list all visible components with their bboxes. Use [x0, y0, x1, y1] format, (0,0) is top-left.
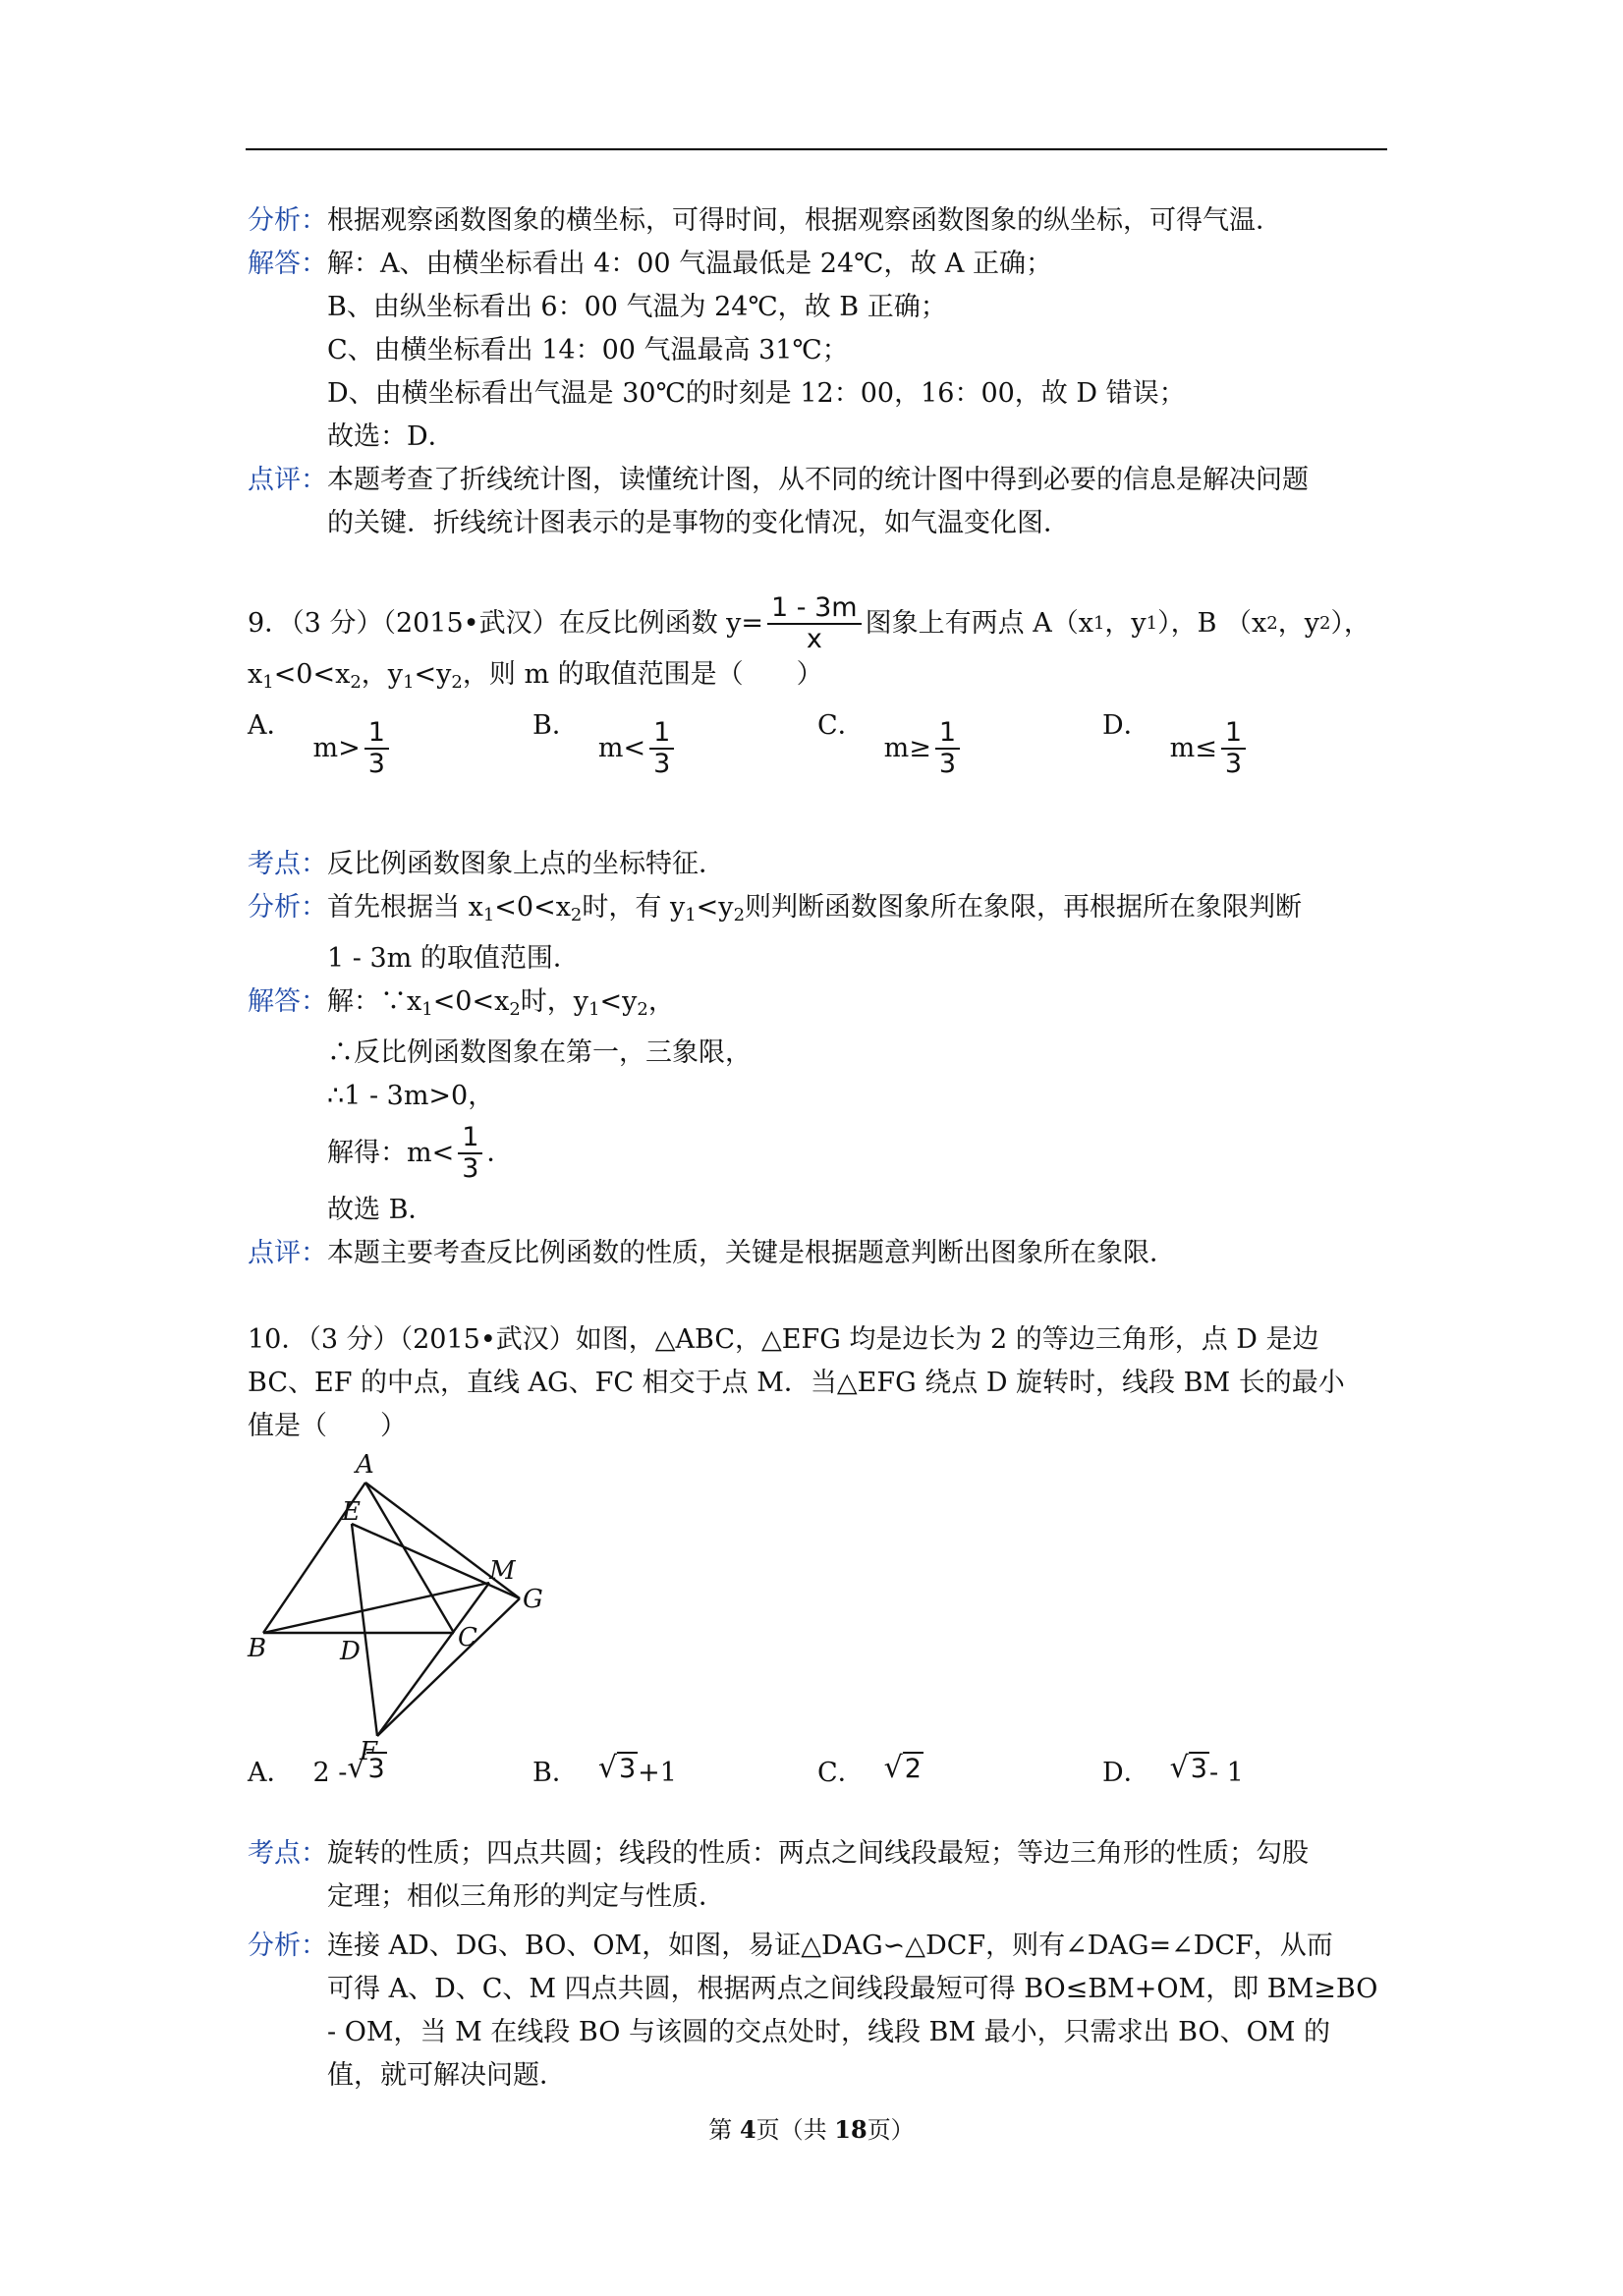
q9-choice-a[interactable]	[248, 704, 393, 779]
q10-analysis-cont: - OM，当 M 在线段 BO 与该圆的交点处时，线段 BM 最小，只需求出 BO、OM 的	[327, 2017, 1331, 2047]
point-d-label: D	[340, 1637, 361, 1666]
subscript: 1	[1146, 613, 1158, 634]
q9-stem-line2	[248, 653, 1387, 704]
q9-stem-text: <y	[414, 659, 452, 690]
q9-sol-text: <y	[599, 986, 638, 1017]
q10-choice-a[interactable]	[248, 1752, 387, 1795]
segment-fm	[377, 1583, 489, 1736]
point-b-label: B	[248, 1634, 267, 1663]
subscript: 1	[685, 905, 697, 925]
q9-analysis-text: <0<x	[494, 892, 571, 923]
q10-stem: 值是（ ）	[248, 1411, 407, 1441]
choice-suffix: - 1	[1208, 1758, 1244, 1788]
q9-sol-text: ．	[486, 1138, 514, 1168]
comment-label: 点评：	[248, 1238, 327, 1268]
q8-sol-line: B、由纵坐标看出 6：00 气温为 24℃，故 B 正确；	[327, 292, 947, 322]
point-g-label: G	[523, 1585, 543, 1614]
fraction-denominator: 3	[653, 749, 671, 779]
keypoint-label: 考点：	[248, 849, 327, 879]
point-f-label: F	[360, 1737, 378, 1764]
header-rule	[246, 148, 1387, 150]
q9-analysis-cont: 1 - 3m 的取值范围．	[327, 943, 580, 974]
q10-explanation	[248, 1832, 1387, 2098]
footer-text: 第	[708, 2116, 740, 2144]
subscript: 1	[403, 672, 415, 693]
choice-letter: B．	[532, 710, 579, 741]
q9-stem-text: ，y	[361, 659, 404, 690]
choice-prefix: m≥	[883, 733, 931, 763]
subscript: 2	[637, 999, 648, 1020]
choice-letter: A．	[248, 1758, 294, 1788]
q9-stem-text: x	[248, 659, 263, 690]
fraction-numerator: 1	[364, 718, 389, 750]
q9-analysis-text: 首先根据当 x	[327, 892, 483, 923]
q9-stem	[248, 594, 1387, 653]
q9-stem-text: 9．（3 分）（2015•武汉）在反比例函数 y=	[248, 608, 764, 639]
solution-label: 解答：	[248, 249, 327, 279]
segment-ac	[365, 1483, 454, 1633]
segment-fg	[377, 1598, 520, 1736]
radicand: 3	[618, 1754, 637, 1784]
q9-sol-line	[248, 1118, 1387, 1189]
fraction-numerator: 1	[649, 718, 674, 750]
solution-label: 解答：	[248, 986, 327, 1017]
analysis-label: 分析：	[248, 892, 327, 923]
analysis-label: 分析：	[248, 205, 327, 236]
q9-choices	[248, 704, 1387, 793]
q9-analysis-text: <y	[696, 892, 734, 923]
q10-analysis-cont: 可得 A、D、C、M 四点共圆，根据两点之间线段最短可得 BO≤BM+OM，即 BM≥BO	[327, 1974, 1378, 2004]
subscript: 1	[421, 999, 433, 1020]
subscript: 1	[588, 999, 600, 1020]
q10-analysis-cont: 值，就可解决问题．	[327, 2060, 566, 2091]
point-a-label: A	[356, 1450, 374, 1480]
footer-text: 页）	[867, 2116, 915, 2144]
fraction-numerator: 1	[935, 718, 960, 750]
q8-sol-line: 故选：D．	[327, 421, 455, 452]
q9-stem-text: ，y	[1104, 608, 1147, 639]
choice-suffix: +1	[638, 1758, 677, 1788]
choice-letter: A．	[248, 710, 294, 741]
q10-analysis: 连接 AD、DG、BO、OM，如图，易证△DAG∽△DCF，则有∠DAG=∠DCF，从而	[327, 1931, 1333, 1961]
q9-sol-text: <0<x	[432, 986, 510, 1017]
choice-prefix: m≤	[1169, 733, 1217, 763]
point-e-label: E	[342, 1497, 361, 1527]
q9-sol-text: 解得：m<	[327, 1138, 455, 1168]
q9-stem-text: ），B （x	[1157, 608, 1267, 639]
keypoint-label: 考点：	[248, 1838, 327, 1869]
fraction-denominator: 3	[938, 749, 957, 779]
q9-choice-b[interactable]	[532, 704, 678, 779]
subscript: 2	[1318, 613, 1331, 634]
sqrt-expression: √ 3	[347, 1751, 385, 1785]
point-m-label: M	[489, 1556, 516, 1586]
q9-explanation	[248, 843, 1387, 1275]
q9-stem-text: ，则 m 的取值范围是（ ）	[462, 659, 823, 690]
q9-function-fraction	[767, 593, 862, 654]
subscript: 2	[350, 672, 362, 693]
fraction-numerator: 1 - 3m	[767, 593, 862, 625]
q8-comment-cont: 的关键．折线统计图表示的是事物的变化情况，如气温变化图．	[327, 508, 1070, 538]
q9-stem-text: <0<x	[273, 659, 351, 690]
q10-keypoint-cont: 定理；相似三角形的判定与性质．	[327, 1881, 725, 1912]
fraction-denominator: 3	[462, 1153, 479, 1184]
subscript: 1	[262, 672, 274, 693]
radicand: 2	[904, 1754, 922, 1784]
q9-choice-d[interactable]	[1102, 704, 1250, 779]
q9-comment: 本题主要考查反比例函数的性质，关键是根据题意判断出图象所在象限．	[327, 1238, 1176, 1268]
subscript: 2	[570, 905, 583, 925]
sqrt-expression: √ 3	[597, 1751, 637, 1785]
fraction-denominator: x	[806, 624, 822, 654]
q9-stem-text: ，y	[1277, 608, 1319, 639]
q9-sol-line: ∴反比例函数图象在第一，三象限，	[327, 1037, 752, 1068]
page-footer	[0, 2110, 1623, 2145]
choice-letter: D．	[1102, 1758, 1150, 1788]
fraction-denominator: 3	[367, 749, 385, 779]
q10-stem: 10．（3 分）（2015•武汉）如图，△ABC，△EFG 均是边长为 2 的等边三角形，点 D 是边	[248, 1324, 1319, 1355]
q10-choice-d[interactable]	[1102, 1752, 1244, 1795]
segment-ef	[352, 1524, 377, 1736]
fraction-numerator: 1	[1221, 718, 1246, 750]
choice-prefix: m>	[312, 733, 361, 763]
total-pages: 18	[834, 2115, 867, 2144]
subscript: 2	[451, 672, 463, 693]
subscript: 1	[1092, 613, 1105, 634]
q8-sol-line: D、由横坐标看出气温是 30℃的时刻是 12：00，16：00，故 D 错误；	[327, 378, 1186, 409]
q10-geometry-figure	[244, 1449, 558, 1764]
radicand: 3	[1190, 1754, 1207, 1784]
q9-sol-text: 解：∵x	[327, 986, 422, 1017]
q8-comment: 本题考查了折线统计图，读懂统计图，从不同的统计图中得到必要的信息是解决问题	[327, 465, 1309, 495]
q9-keypoint: 反比例函数图象上点的坐标特征．	[327, 849, 725, 879]
q9-analysis-text: 则判断函数图象所在象限，再根据所在象限判断	[745, 892, 1303, 923]
q9-sol-line: 故选 B．	[327, 1195, 435, 1225]
comment-label: 点评：	[248, 465, 327, 495]
choice-prefix: m<	[597, 733, 646, 763]
q8-sol-line: C、由横坐标看出 14：00 气温最高 31℃；	[327, 335, 849, 365]
q10-choice-b[interactable]	[532, 1752, 677, 1795]
subscript: 2	[733, 905, 746, 925]
q9-section	[248, 594, 1387, 793]
choice-letter: B．	[532, 1758, 579, 1788]
subscript: 1	[482, 905, 495, 925]
fraction-numerator: 1	[458, 1123, 482, 1154]
page-number: 4	[739, 2115, 756, 2144]
sqrt-expression: √ 3	[1169, 1751, 1207, 1785]
q9-stem-text: 图象上有两点 A（x	[865, 608, 1093, 639]
q8-section	[248, 199, 1387, 545]
q9-sol-text: ，	[647, 986, 675, 1017]
subscript: 2	[509, 999, 521, 1020]
q8-sol-line: 解：A、由横坐标看出 4：00 气温最低是 24℃，故 A 正确；	[327, 249, 1053, 279]
q9-stem-text: ），	[1330, 608, 1371, 639]
radicand: 3	[367, 1754, 385, 1784]
q9-analysis-text: 时，有 y	[582, 892, 686, 923]
sqrt-expression: √ 2	[883, 1751, 922, 1785]
q10-keypoint: 旋转的性质；四点共圆；线段的性质：两点之间线段最短；等边三角形的性质；勾股	[327, 1838, 1309, 1869]
choice-letter: C．	[817, 1758, 865, 1788]
q9-choice-c[interactable]	[817, 704, 964, 779]
q8-analysis: 根据观察函数图象的横坐标，可得时间，根据观察函数图象的纵坐标，可得气温．	[327, 205, 1282, 236]
segment-bm	[263, 1583, 489, 1633]
q10-stem: BC、EF 的中点，直线 AG、FC 相交于点 M．当△EFG 绕点 D 旋转时，线段 BM 长的最小	[248, 1368, 1345, 1398]
choice-letter: D．	[1102, 710, 1150, 741]
q10-choices	[248, 1752, 1387, 1801]
fraction-denominator: 3	[1224, 749, 1243, 779]
q9-sol-text: 时，y	[520, 986, 589, 1017]
q10-section	[248, 1318, 1387, 1448]
q10-choice-c[interactable]	[817, 1752, 923, 1795]
choice-prefix: 2 -	[312, 1758, 348, 1788]
q9-sol-line: ∴1 - 3m>0，	[327, 1081, 495, 1111]
footer-text: 页（共	[756, 2116, 835, 2144]
subscript: 2	[1266, 613, 1278, 634]
choice-letter: C．	[817, 710, 865, 741]
analysis-label: 分析：	[248, 1931, 327, 1961]
point-c-label: C	[458, 1623, 477, 1652]
